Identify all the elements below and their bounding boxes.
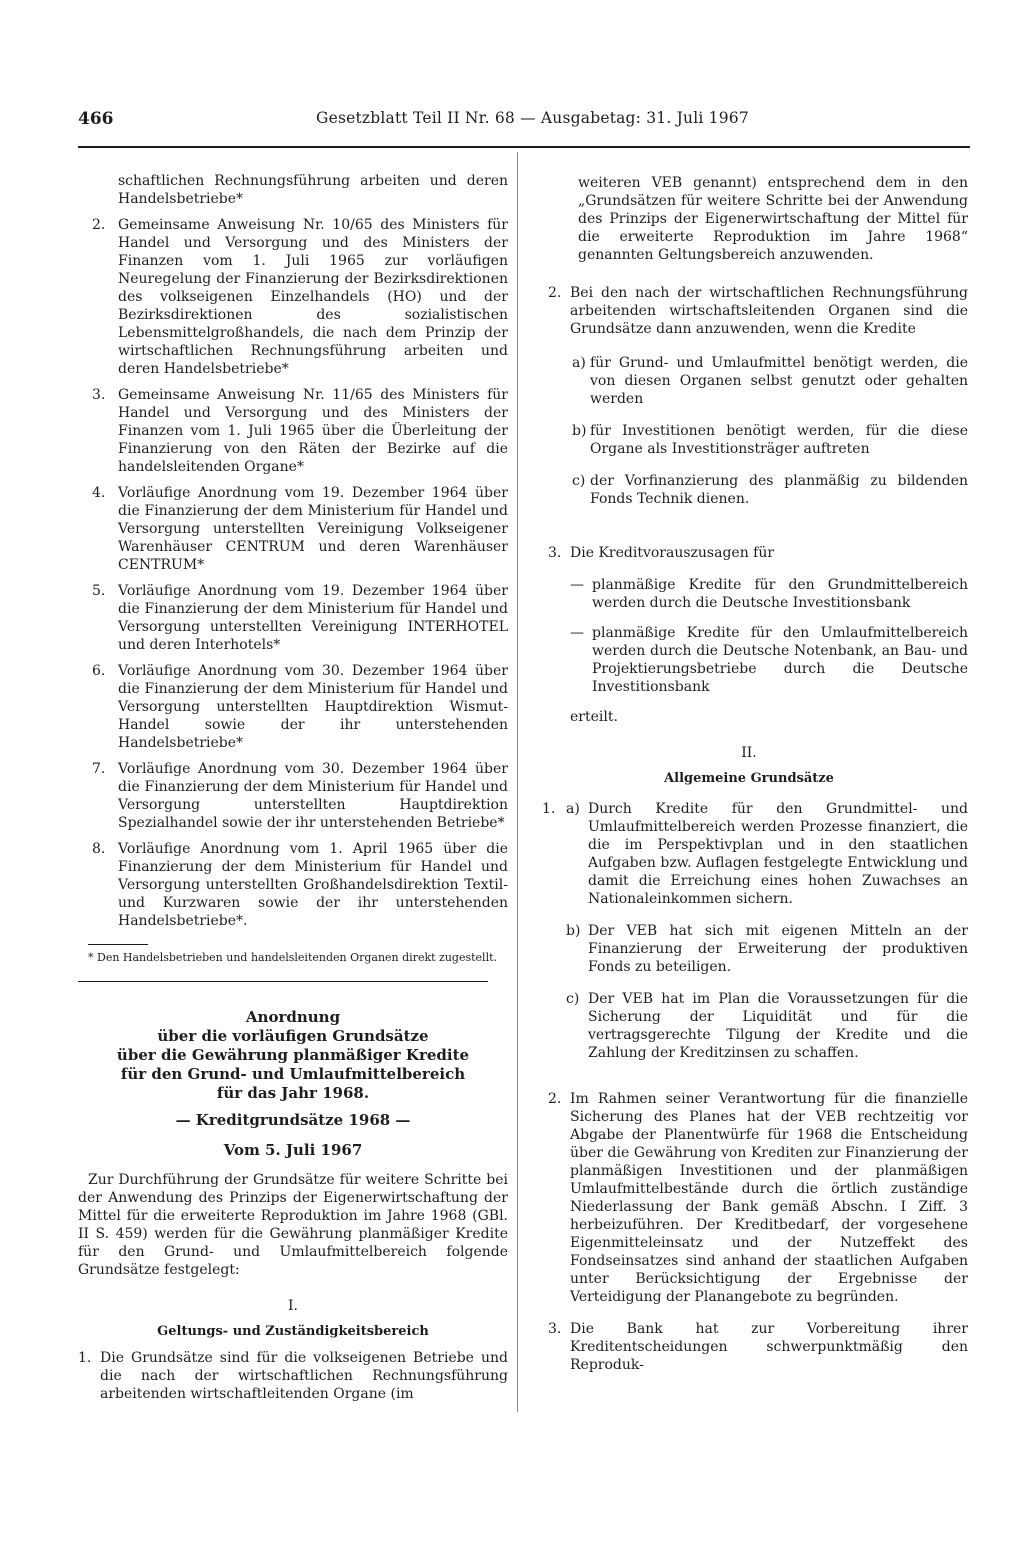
sub-item	[530, 990, 968, 1062]
continuation-text: weiteren VEB genannt) entsprechend dem in den „Grundsätzen für weitere Schritte bei der Anwendung des Prinzips der Eigenerwirtschaftung der Mittel für die erweiterte Reproduktion im Jahre 1968“ genannten Geltungsbereich anzuwenden.	[578, 175, 968, 263]
list-item-text: Vorläufige Anordnung vom 19. Dezember 1964 über die Finanzierung der dem Ministerium für Handel und Versorgung unterstellten Vereinigung INTERHOTEL und deren Interhotels*	[118, 583, 508, 653]
list-item-number: 2.	[92, 217, 106, 233]
section-heading: Allgemeine Grundsätze	[664, 771, 834, 786]
right-column	[530, 174, 968, 1374]
sub-item	[530, 922, 968, 976]
sub-item-label: a)	[572, 355, 586, 371]
list-item	[78, 662, 508, 752]
list-item-number: 1.	[542, 801, 556, 817]
dash-item-text: planmäßige Kredite für den Umlaufmittelbereich werden durch die Deutsche Notenbank, an Bau- und Projektierungsbetriebe durch die Deutsche Investitionsbank	[592, 625, 968, 695]
header-rule	[78, 146, 970, 148]
footnote-rule	[88, 944, 148, 945]
short-title: — Kreditgrundsätze 1968 —	[175, 1111, 411, 1129]
page-number: 466	[78, 109, 114, 129]
sub-item-label: a)	[566, 801, 580, 817]
footnote: * Den Handelsbetrieben und handelsleitenden Organen direkt zugestellt.	[88, 951, 498, 964]
sub-item-text: für Grund- und Umlaufmittel benötigt werden, die von diesen Organen selbst genutzt oder gehalten werden	[590, 355, 968, 407]
dash-item	[530, 576, 968, 612]
sub-item	[530, 472, 968, 508]
sub-item	[530, 800, 968, 908]
list-item: 1. Die Grundsätze sind für die volkseigenen Betriebe und die nach der wirtschaftlichen Rechnungsführung arbeitenden wirtschaftleitenden Organe (im	[78, 1350, 508, 1402]
list-item-text: Vorläufige Anordnung vom 30. Dezember 1964 über die Finanzierung der dem Ministerium für Handel und Versorgung unterstellten Hauptdirektion Wismut-Handel sowie der ihr unterstehenden Handelsbetriebe*	[118, 663, 508, 751]
sub-item	[530, 422, 968, 458]
section-numeral: I.	[288, 1298, 298, 1314]
left-column	[78, 172, 508, 1403]
decree-title-line: über die vorläufigen Grundsätze	[157, 1027, 429, 1045]
section-rule	[78, 981, 488, 982]
list-item: 2. Im Rahmen seiner Verantwortung für die finanzielle Sicherung des Planes hat der VEB rechtzeitig vor Abgabe der Planentwürfe für 1968 die Entscheidung über die Gewährung von Krediten zur Finanzierung der planmäßigen Investitionen und der planmäßigen Umlaufmittelbestände durch die örtlich zuständige Niederlassung der Bank gemäß Abschn. I Ziff. 3 herbeizuführen. Der Kreditbedarf, der vorgesehene Eigenmitteleinsatz und der Nutzeffekt des Fondseinsatzes sind anhand der staatlichen Aufgaben unter Berücksichtigung der Ergebnisse der Verteidigung der Planangebote zu begründen.	[548, 1091, 968, 1305]
decree-date: Vom 5. Juli 1967	[223, 1141, 363, 1159]
sub-item-text: der Vorfinanzierung des planmäßig zu bildenden Fonds Technik dienen.	[590, 473, 968, 507]
page-header	[78, 109, 968, 133]
decree-title-line: für den Grund- und Umlaufmittelbereich	[120, 1065, 466, 1083]
list-item-number: 6.	[92, 663, 106, 679]
list-item-end: erteilt.	[570, 709, 618, 725]
dash-mark: —	[570, 625, 584, 641]
sub-item-text: Durch Kredite für den Grundmittel- und Umlaufmittelbereich werden Prozesse finanziert, die die im Perspektivplan und in den staatlichen Aufgaben bzw. Auflagen festgelegte Entwicklung und damit die Erreichung eines hohen Zuwachses an Nationaleinkommen sichern.	[588, 801, 968, 907]
list-item	[78, 582, 508, 654]
list-item: 3. Die Bank hat zur Vorbereitung ihrer Kreditentscheidungen schwerpunktmäßig den Reproduk-	[548, 1321, 968, 1373]
list-item: 3. Die Kreditvorauszusagen für	[548, 545, 775, 561]
dash-mark: —	[570, 577, 584, 593]
decree-title-line: über die Gewährung planmäßiger Kredite	[116, 1046, 470, 1064]
list-item-number: 3.	[92, 387, 106, 403]
list-item	[78, 484, 508, 574]
list-item	[78, 216, 508, 378]
list-item	[78, 840, 508, 930]
sub-item-text: Der VEB hat im Plan die Voraussetzungen für die Sicherung der Liquidität und für die vertragsgerechte Tilgung der Kredite und die Zahlung der Kreditzinsen zu schaffen.	[588, 991, 968, 1061]
dash-item-text: planmäßige Kredite für den Grundmittelbereich werden durch die Deutsche Investitionsbank	[592, 577, 968, 611]
list-item-text: Vorläufige Anordnung vom 19. Dezember 1964 über die Finanzierung der dem Ministerium für Handel und Versorgung unterstellten Vereinigung Volkseigener Warenhäuser CENTRUM und deren Warenhäuser CENTRUM*	[118, 485, 508, 573]
gazette-title: Gesetzblatt Teil II Nr. 68 — Ausgabetag: 31. Juli 1967	[316, 109, 749, 127]
list-item-number: 7.	[92, 761, 106, 777]
column-divider	[517, 152, 518, 1412]
sub-item-label: c)	[566, 991, 580, 1007]
sub-item-label: c)	[572, 473, 586, 489]
list-item: 2. Bei den nach der wirtschaftlichen Rechnungsführung arbeitenden wirtschaftsleitenden Organen sind die Grundsätze dann anzuwenden, wenn die Kredite	[548, 285, 968, 337]
section-numeral: II.	[741, 745, 757, 761]
section-heading: Geltungs- und Zuständigkeitsbereich	[157, 1324, 429, 1339]
sub-item-text: für Investitionen benötigt werden, für die diese Organe als Investitionsträger auftreten	[590, 423, 968, 457]
decree-title	[78, 1008, 508, 1103]
sub-item	[530, 354, 968, 408]
decree-title-line: für das Jahr 1968.	[216, 1084, 370, 1102]
sub-item-label: b)	[572, 423, 587, 439]
dash-item	[530, 624, 968, 696]
sub-item-text: Der VEB hat sich mit eigenen Mitteln an der Finanzierung der Erweiterung der produktiven Fonds zu beteiligen.	[588, 923, 968, 975]
list-item-number: 5.	[92, 583, 106, 599]
list-item-number: 4.	[92, 485, 106, 501]
list-item-text: Gemeinsame Anweisung Nr. 10/65 des Ministers für Handel und Versorgung und des Ministers der Finanzen vom 1. Juli 1965 zur vorläufigen Neuregelung der Finanzierung der Bezirksdirektionen des volkseigenen Einzelhandels (HO) und der Bezirksdirektionen des sozialistischen Lebensmittelgroßhandels, die nach dem Prinzip der wirtschaftlichen Rechnungsführung arbeiten und deren Handelsbetriebe*	[118, 217, 508, 377]
continuation-text: schaftlichen Rechnungsführung arbeiten und deren Handelsbetriebe*	[118, 173, 508, 207]
list-item	[78, 760, 508, 832]
sub-item-label: b)	[566, 923, 581, 939]
decree-title-line: Anordnung	[245, 1008, 341, 1026]
list-item-text: Vorläufige Anordnung vom 1. April 1965 über die Finanzierung der dem Ministerium für Handel und Versorgung unterstellten Großhandelsdirektion Textil- und Kurzwaren sowie der ihr unterstehenden Handelsbetriebe*.	[118, 841, 508, 929]
list-item	[78, 386, 508, 476]
preamble: Zur Durchführung der Grundsätze für weitere Schritte bei der Anwendung des Prinzips der Eigenerwirtschaftung der Mittel für die erweiterte Reproduktion im Jahre 1968 (GBl. II S. 459) werden für die Gewährung planmäßiger Kredite für den Grund- und Umlaufmittelbereich folgende Grundsätze festgelegt:	[78, 1172, 508, 1278]
list-item-text: Gemeinsame Anweisung Nr. 11/65 des Ministers für Handel und Versorgung und des Ministers der Finanzen vom 1. Juli 1965 über die Überleitung der Finanzierung von den Räten der Bezirke auf die handelsleitenden Organe*	[118, 387, 508, 475]
list-item-text: Vorläufige Anordnung vom 30. Dezember 1964 über die Finanzierung der dem Ministerium für Handel und Versorgung unterstellten Hauptdirektion Spezialhandel sowie der ihr unterstehenden Betriebe*	[118, 761, 508, 831]
list-item-number: 8.	[92, 841, 106, 857]
